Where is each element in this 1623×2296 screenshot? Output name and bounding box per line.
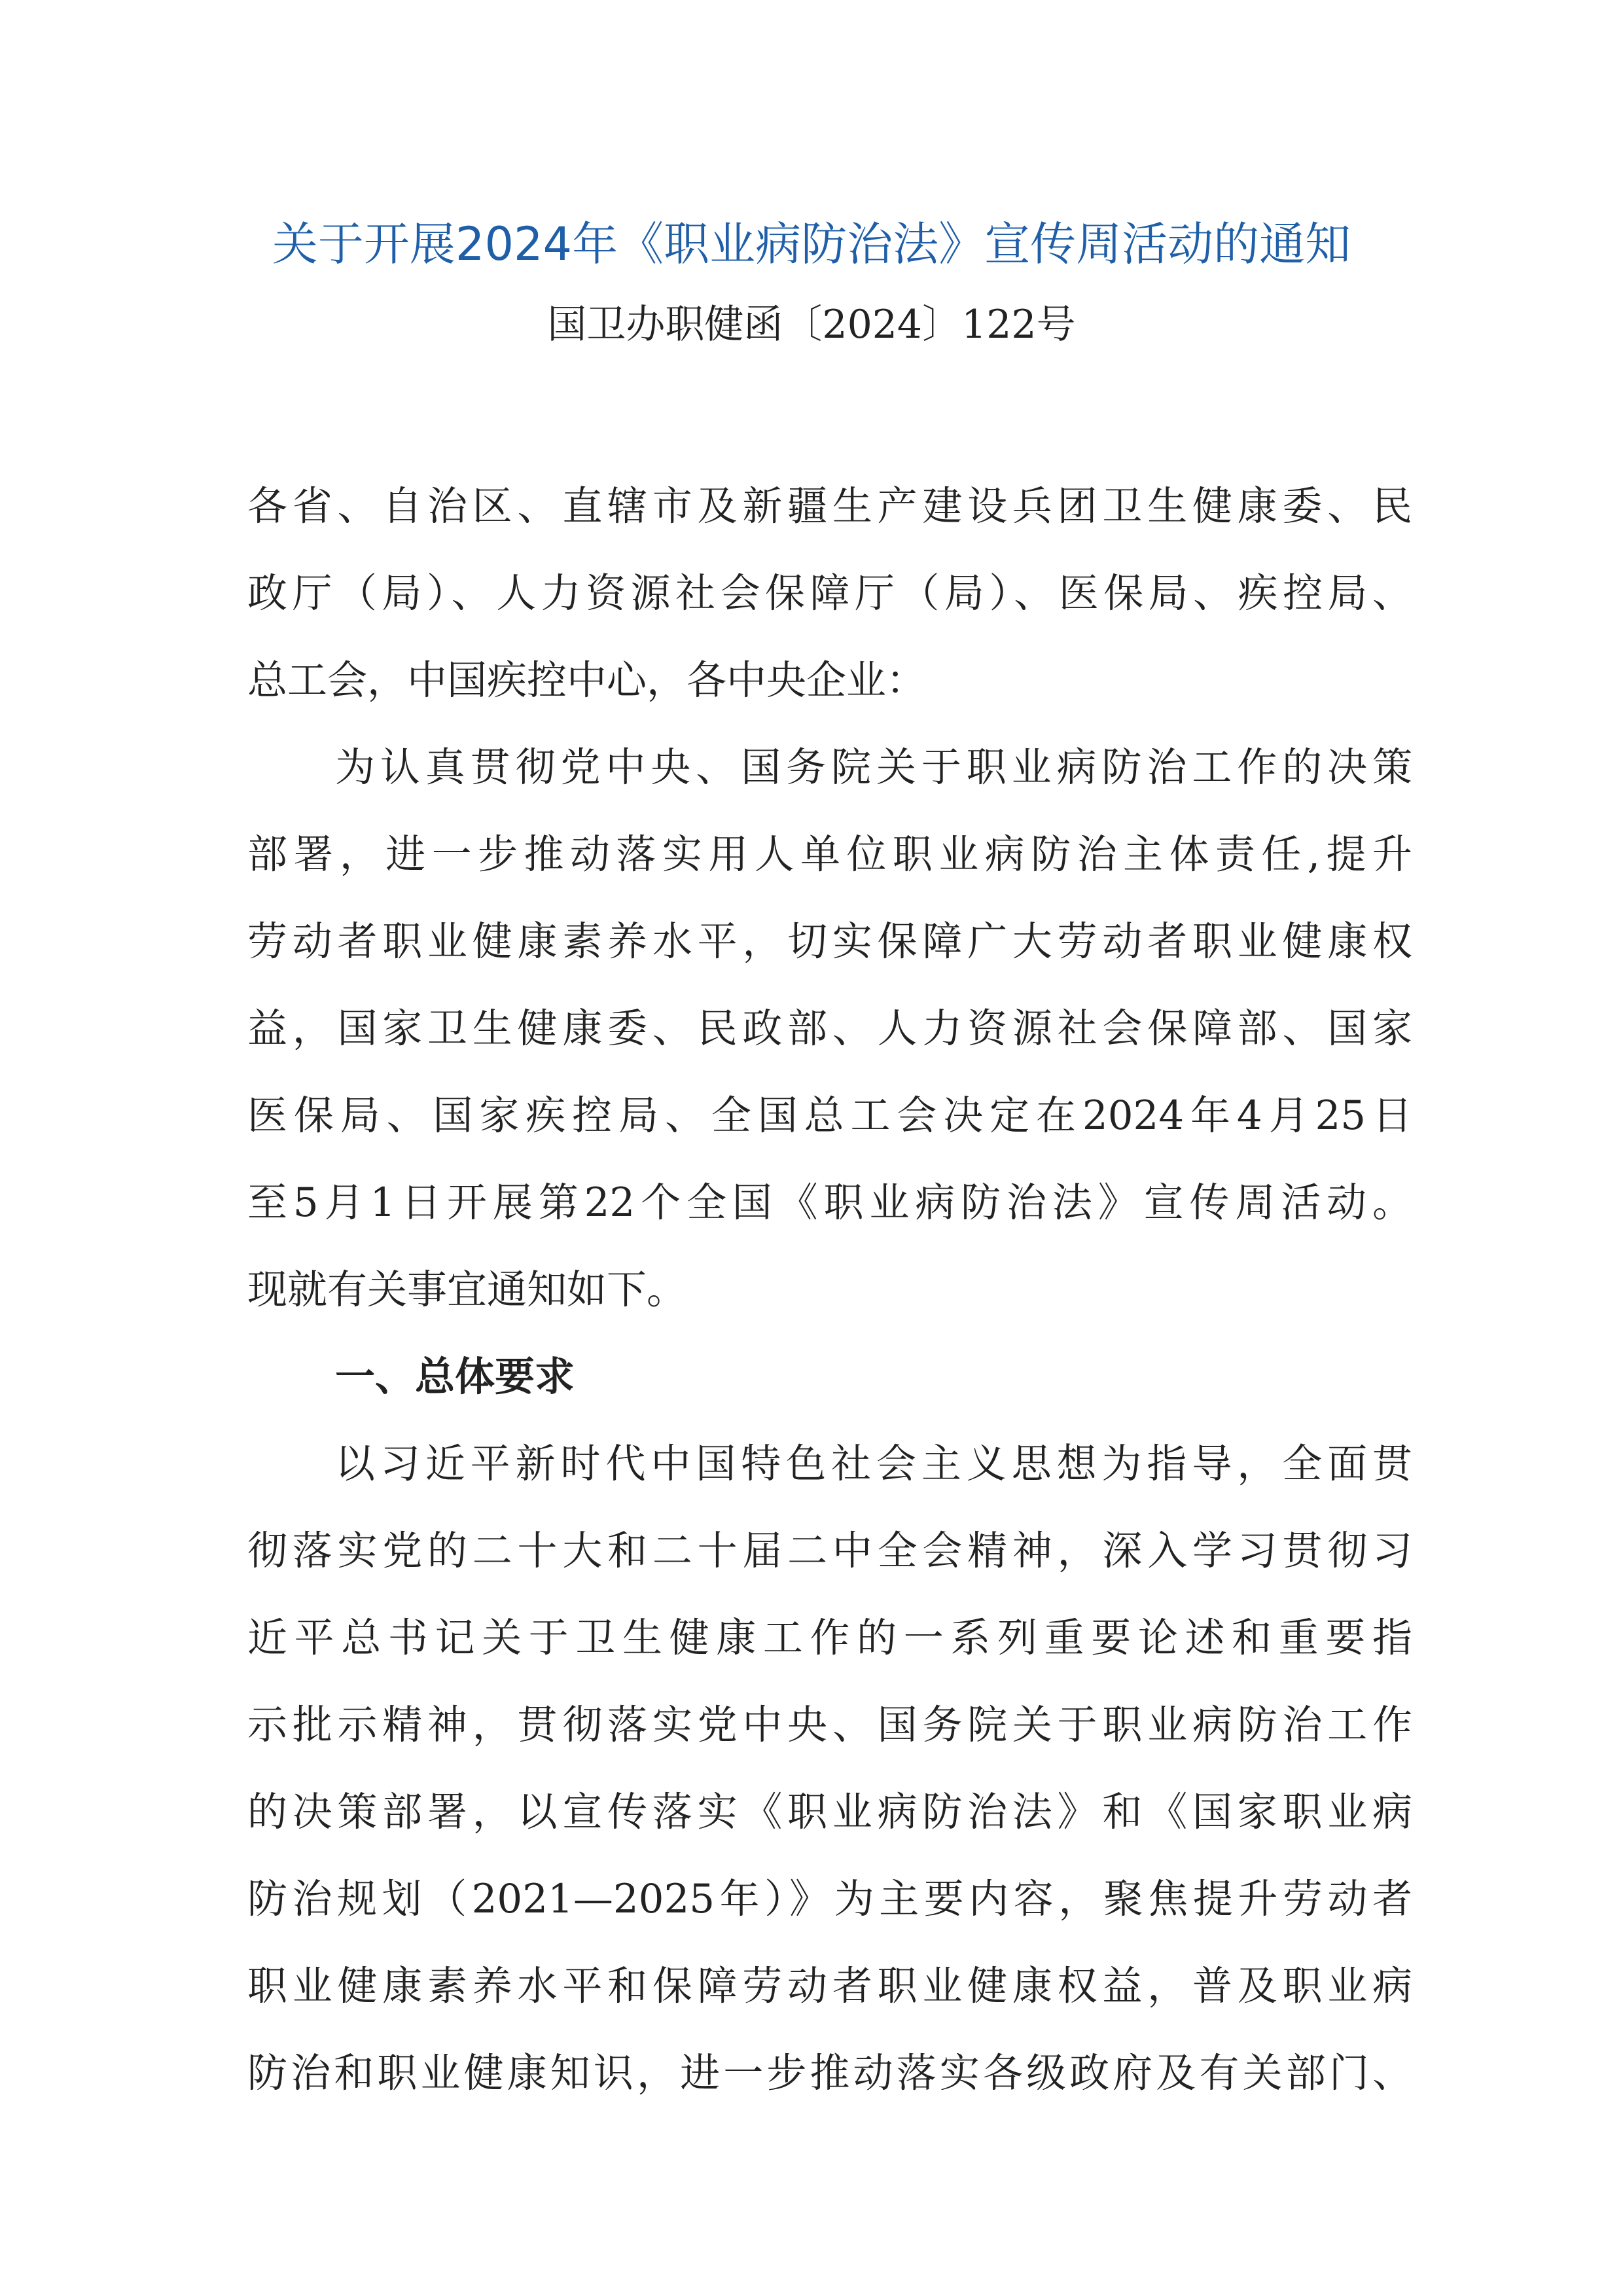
paragraph-line: 部署，进一步推动落实用人单位职业病防治主体责任,提升 <box>247 831 1412 878</box>
paragraph-line: 现就有关事宜通知如下。 <box>247 1266 687 1313</box>
document-title: 关于开展2024年《职业病防治法》宣传周活动的通知 <box>272 217 1351 271</box>
document-body <box>247 463 1412 2117</box>
paragraph-line: 劳动者职业健康素养水平，切实保障广大劳动者职业健康权 <box>247 918 1412 965</box>
paragraph-line: 防治和职业健康知识，进一步推动落实各级政府及有关部门、 <box>247 2050 1412 2096</box>
paragraph-line: 彻落实党的二十大和二十届二中全会精神，深入学习贯彻习 <box>247 1528 1412 1574</box>
addressee-line: 政厅（局）、人力资源社会保障厅（局）、医保局、疾控局、 <box>247 570 1412 617</box>
paragraph-line: 为认真贯彻党中央、国务院关于职业病防治工作的决策 <box>335 744 1412 791</box>
paragraph-line: 至5月1日开展第22个全国《职业病防治法》宣传周活动。 <box>247 1179 1412 1226</box>
paragraph-line: 防治规划（2021—2025年）》为主要内容，聚焦提升劳动者 <box>247 1876 1412 1922</box>
addressee-line: 总工会，中国疾控中心，各中央企业： <box>247 657 927 704</box>
paragraph-line: 职业健康素养水平和保障劳动者职业健康权益，普及职业病 <box>247 1963 1412 2009</box>
paragraph-line: 近平总书记关于卫生健康工作的一系列重要论述和重要指 <box>247 1615 1412 1661</box>
paragraph-line: 益，国家卫生健康委、民政部、人力资源社会保障部、国家 <box>247 1005 1412 1052</box>
addressee-line: 各省、自治区、直辖市及新疆生产建设兵团卫生健康委、民 <box>247 483 1412 529</box>
paragraph-line: 医保局、国家疾控局、全国总工会决定在2024年4月25日 <box>247 1092 1412 1139</box>
paragraph-line: 的决策部署，以宣传落实《职业病防治法》和《国家职业病 <box>247 1789 1412 1835</box>
section-heading: 一、总体要求 <box>335 1354 575 1400</box>
paragraph-line: 示批示精神，贯彻落实党中央、国务院关于职业病防治工作 <box>247 1702 1412 1748</box>
paragraph-line: 以习近平新时代中国特色社会主义思想为指导，全面贯 <box>335 1441 1412 1487</box>
document-number: 国卫办职健函〔2024〕122号 <box>547 302 1076 348</box>
